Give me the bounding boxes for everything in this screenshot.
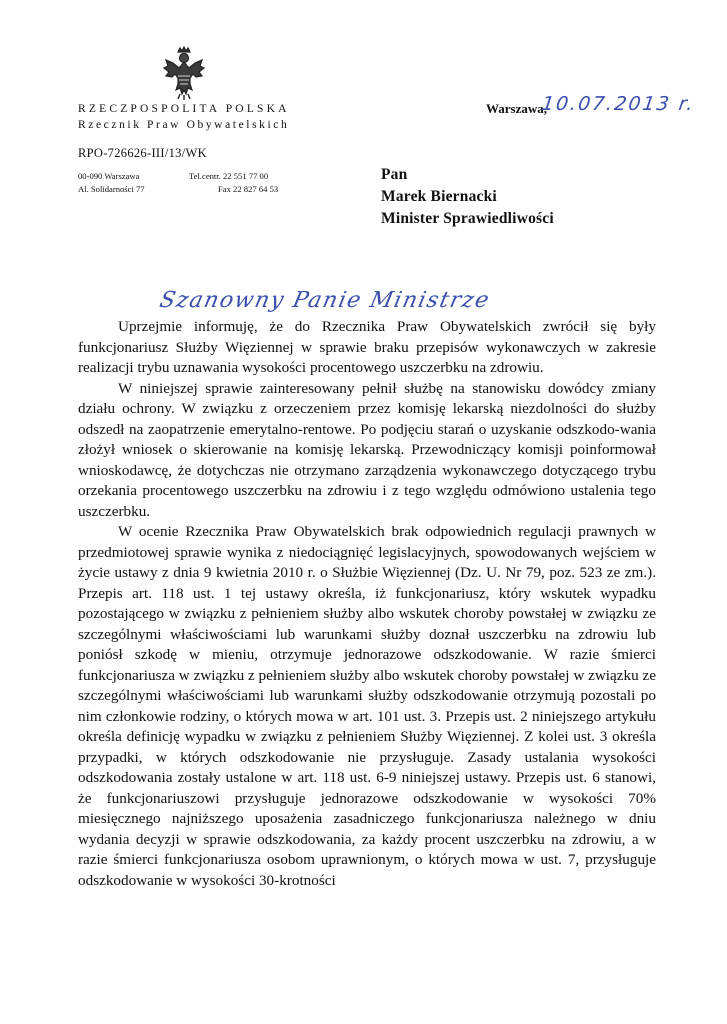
recipient-salutation: Pan [381, 166, 408, 183]
letter-body [78, 317, 656, 891]
polish-eagle-emblem-icon [160, 46, 208, 100]
address-line-2: Al. Solidarności 77 [78, 184, 145, 194]
recipient-title: Minister Sprawiedliwości [381, 210, 554, 227]
paragraph: W ocenie Rzecznika Praw Obywatelskich brak odpowiednich regulacji prawnych w przedmiotowej sprawie wynika z niedociągnięć legislacyjnych, spowodowanych wejściem w życie ustawy z dnia 9 kwietnia 2010 r. o Służbie Więziennej (Dz. U. Nr 79, poz. 523 ze zm.). Przepis art. 118 ust. 1 tej ustawy określa, iż funkcjonariusz, który wskutek wypadku pozostającego w związku z pełnieniem służby albo wskutek choroby powstałej w związku ze szczególnymi właściwościami lub warunkami służby doznał uszczerbku na zdrowiu lub poniósł szkodę w mieniu, otrzymuje jednorazowe odszkodowanie. W razie śmierci funkcjonariusza w związku z pełnieniem służby albo wskutek choroby powstałej w związku ze szczególnymi właściwościami lub warunkami służby odszkodowanie otrzymują pozostali po nim członkowie rodziny, o których mowa w art. 101 ust. 3. Przepis ust. 2 niniejszego artykułu określa definicję wypadku w związku z pełnieniem Służby Więziennej. Z kolei ust. 3 określa przypadki, w których odszkodowanie nie przysługuje. Zasady ustalania wysokości odszkodowania zostały ustalone w art. 118 ust. 6-9 niniejszej ustawy. Przepis ust. 6 stanowi, że funkcjonariuszowi przysługuje jednorazowe odszkodowanie w wysokości 70% miesięcznego najniższego uposażenia zasadniczego funkcjonariusza należnego w dniu wydania decyzji w sprawie odszkodowania, za każdy procent uszczerbku na zdrowiu, a w razie śmierci funkcjonariusza osobom uprawnionym, o których mowa w ust. 7, przysługuje odszkodowanie w wysokości 30-krotności [78, 523, 656, 889]
dateline-city: Warszawa, [486, 101, 548, 116]
country-heading: RZECZPOSPOLITA POLSKA [78, 103, 290, 115]
office-name: Rzecznik Praw Obywatelskich [78, 119, 290, 131]
handwritten-date: 10.07.2013 r. [540, 93, 697, 115]
paragraph: W niniejszej sprawie zainteresowany pełnił służbę na stanowisku dowódcy zmiany działu ochrony. W związku z orzeczeniem przez komisję lekarską niezdolności do służby odszedł na zaopatrzenie emerytalno-rentowe. Po podjęciu starań o uzyskanie odszkodo-wania złożył wniosek o skierowanie na komisję lekarską. Przewodniczący komisji poinformował wnioskodawcę, że dotychczas nie otrzymano zarządzenia wykonawczego dotyczącego trybu orzekania procentowego uszczerbku na zdrowiu i z tego względu odmówiono ustalenia tego uszczerbku. [78, 379, 656, 520]
phone-number: Tel.centr. 22 551 77 00 [189, 171, 269, 181]
fax-number: Fax 22 827 64 53 [218, 184, 279, 194]
paragraph: Uprzejmie informuję, że do Rzecznika Praw Obywatelskich zwrócił się były funkcjonariusz Służby Więziennej w sprawie braku przepisów wykonawczych w zakresie realizacji trybu uznawania wysokości procentowego uszczerbku na zdrowiu. [78, 318, 656, 376]
address-line-1: 00-090 Warszawa [78, 171, 140, 181]
handwritten-greeting: Szanowny Panie Ministrze [157, 288, 493, 313]
reference-number: RPO-726626-III/13/WK [78, 146, 207, 160]
recipient-name: Marek Biernacki [381, 188, 497, 205]
